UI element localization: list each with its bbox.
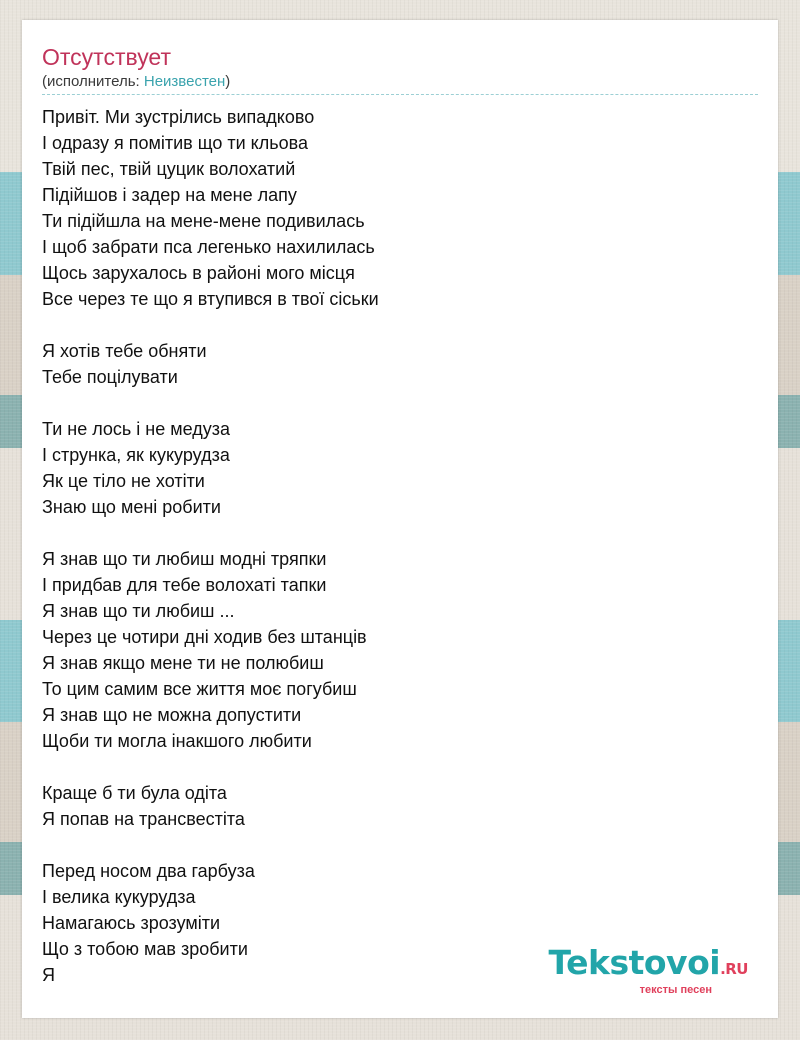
lyric-line: Все через те що я втупився в твої сіськи xyxy=(42,289,379,309)
lyric-line: Знаю що мені робити xyxy=(42,497,221,517)
lyric-line: Я хотів тебе обняти xyxy=(42,341,207,361)
lyric-line: Перед носом два гарбуза xyxy=(42,861,255,881)
lyric-line: Я xyxy=(42,965,55,985)
lyric-line: І придбав для тебе волохаті тапки xyxy=(42,575,327,595)
lyric-line: То цим самим все життя моє погубиш xyxy=(42,679,357,699)
lyrics-card xyxy=(22,20,778,1018)
lyric-line: Ти підійшла на мене-мене подивилась xyxy=(42,211,365,231)
lyric-line: І велика кукурудза xyxy=(42,887,196,907)
lyric-line: Я знав що ти любиш модні тряпки xyxy=(42,549,327,569)
lyric-line: Щось зарухалось в районі мого місця xyxy=(42,263,355,283)
site-logo[interactable] xyxy=(548,943,748,996)
lyric-line: Тебе поцілувати xyxy=(42,367,178,387)
stanza-break xyxy=(42,390,742,416)
logo-tld: .RU xyxy=(720,960,748,978)
lyric-line: Щоби ти могла інакшого любити xyxy=(42,731,312,751)
logo-wordmark: Tekstovoi xyxy=(548,943,721,982)
stanza-break xyxy=(42,312,742,338)
artist-name-link[interactable]: Неизвестен xyxy=(143,73,226,90)
lyric-line: І щоб забрати пса легенько нахилилась xyxy=(42,237,375,257)
lyric-line: Підійшов і задер на мене лапу xyxy=(42,185,297,205)
lyric-line: Що з тобою мав зробити xyxy=(42,939,248,959)
lyrics-text xyxy=(42,104,742,988)
stanza-break xyxy=(42,754,742,780)
lyric-line: Привіт. Ми зустрілись випадково xyxy=(42,107,315,127)
logo-tagline: тексты песен xyxy=(639,984,712,996)
lyric-line: Краще б ти була одіта xyxy=(42,783,227,803)
lyric-line: Як це тіло не хотіти xyxy=(42,471,205,491)
song-title: Отсутствует xyxy=(42,44,171,70)
artist-suffix: ) xyxy=(225,73,231,90)
stanza-break xyxy=(42,832,742,858)
lyric-line: І струнка, як кукурудза xyxy=(42,445,230,465)
lyric-line: Через це чотири дні ходив без штанців xyxy=(42,627,367,647)
lyric-line: І одразу я помітив що ти кльова xyxy=(42,133,308,153)
stanza-break xyxy=(42,520,742,546)
header-divider xyxy=(42,94,758,95)
lyric-line: Я знав якщо мене ти не полюбиш xyxy=(42,653,324,673)
artist-prefix: (исполнитель: xyxy=(42,73,144,90)
lyric-line: Намагаюсь зрозуміти xyxy=(42,913,221,933)
lyric-line: Твій пес, твій цуцик волохатий xyxy=(42,159,296,179)
lyric-line: Я попав на трансвестіта xyxy=(42,809,245,829)
lyric-line: Я знав що не можна допустити xyxy=(42,705,302,725)
lyric-line: Я знав що ти любиш ... xyxy=(42,601,235,621)
artist-line xyxy=(42,72,230,92)
lyric-line: Ти не лось і не медуза xyxy=(42,419,231,439)
